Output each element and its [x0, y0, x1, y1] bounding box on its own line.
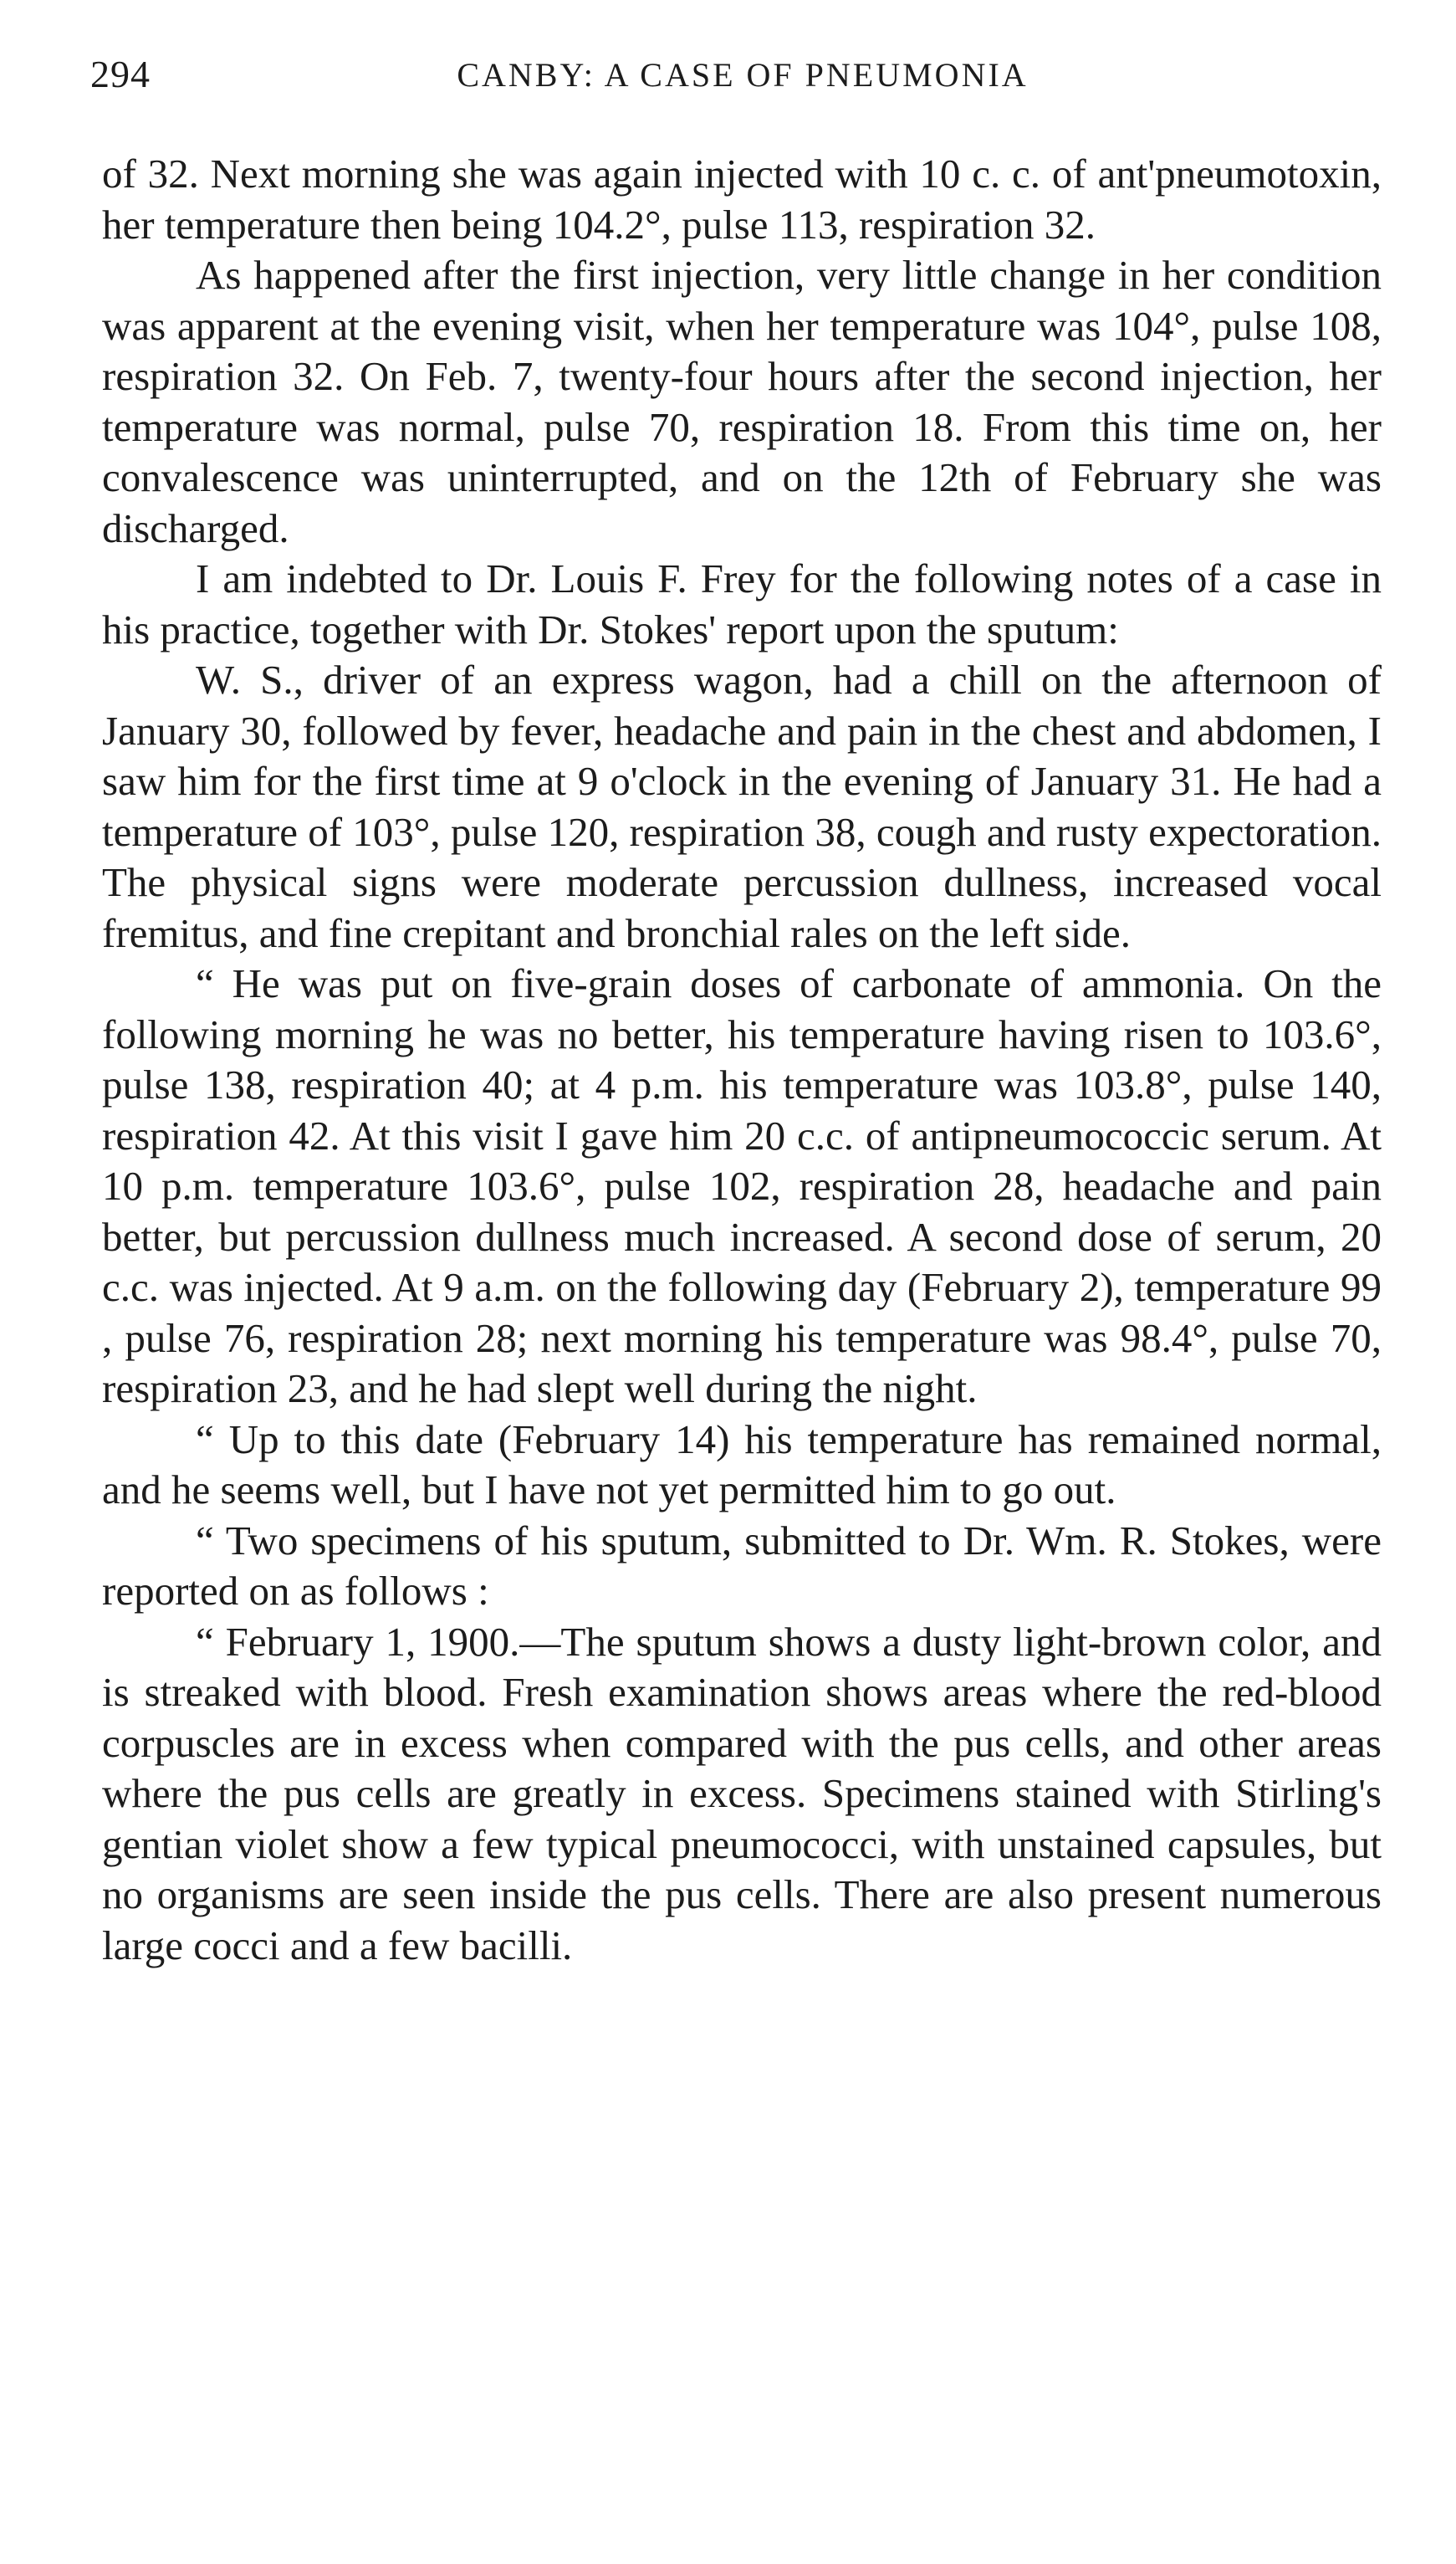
paragraph: I am indebted to Dr. Louis F. Frey for the following notes of a case in his practice, together with Dr. Stokes' report upon the sputum:	[102, 555, 1382, 653]
page-number: 294	[90, 53, 151, 95]
body-text	[102, 149, 1382, 1971]
case-notes-paragraph: “ Up to this date (February 14) his temperature has remained normal, and he seems well, but I have not yet permitted him to go out.	[102, 1415, 1382, 1512]
case-notes-paragraph: “ He was put on five-grain doses of carbonate of ammonia. On the following morning he was no better, his temperature having risen to 103.6°, pulse 138, respiration 40; at 4 p.m. his temperature was 103.8°, pulse 140, respiration 42. At this visit I gave him 20 c.c. of antipneumococcic serum. At 10 p.m. temperature 103.6°, pulse 102, respiration 28, headache and pain better, but percussion dullness much increased. A second dose of serum, 20 c.c. was injected. At 9 a.m. on the following day (February 2), temperature 99 , pulse 76, respiration 28; next morning his temperature was 98.4°, pulse 70, respiration 23, and he had slept well during the night.	[102, 960, 1382, 1411]
sputum-report-paragraph: “ February 1, 1900.—The sputum shows a dusty light-brown color, and is streaked with blood. Fresh examination shows areas where the red-blood corpuscles are in excess when compared with the pus cells, and other areas where the pus cells are greatly in excess. Specimens stained with Stirling's gentian violet show a few typical pneumococci, with unstained capsules, but no organisms are seen inside the pus cells. There are also present numerous large cocci and a few bacilli.	[102, 1618, 1382, 1968]
running-head: CANBY: A CASE OF PNEUMONIA	[457, 56, 1029, 94]
page-header	[90, 52, 1395, 110]
case-notes-paragraph: W. S., driver of an express wagon, had a chill on the afternoon of January 30, followed by fever, headache and pain in the chest and abdomen, I saw him for the first time at 9 o'clock in the evening of January 31. He had a temperature of 103°, pulse 120, respiration 38, cough and rusty expectoration. The physical signs were moderate percussion dullness, increased vocal fremitus, and fine crepitant and bronchial rales on the left side.	[102, 657, 1382, 956]
case-notes-paragraph: “ Two specimens of his sputum, submitted to Dr. Wm. R. Stokes, were reported on as follows :	[102, 1517, 1382, 1614]
paragraph: As happened after the first injection, very little change in her condition was apparent at the evening visit, when her temperature was 104°, pulse 108, respiration 32. On Feb. 7, twenty-four hours after the second injection, her temperature was normal, pulse 70, respiration 18. From this time on, her convalescence was uninterrupted, and on the 12th of February she was discharged.	[102, 252, 1382, 551]
paragraph: of 32. Next morning she was again injected with 10 c. c. of ant'pneumotoxin, her temperature then being 104.2°, pulse 113, respiration 32.	[102, 151, 1382, 248]
